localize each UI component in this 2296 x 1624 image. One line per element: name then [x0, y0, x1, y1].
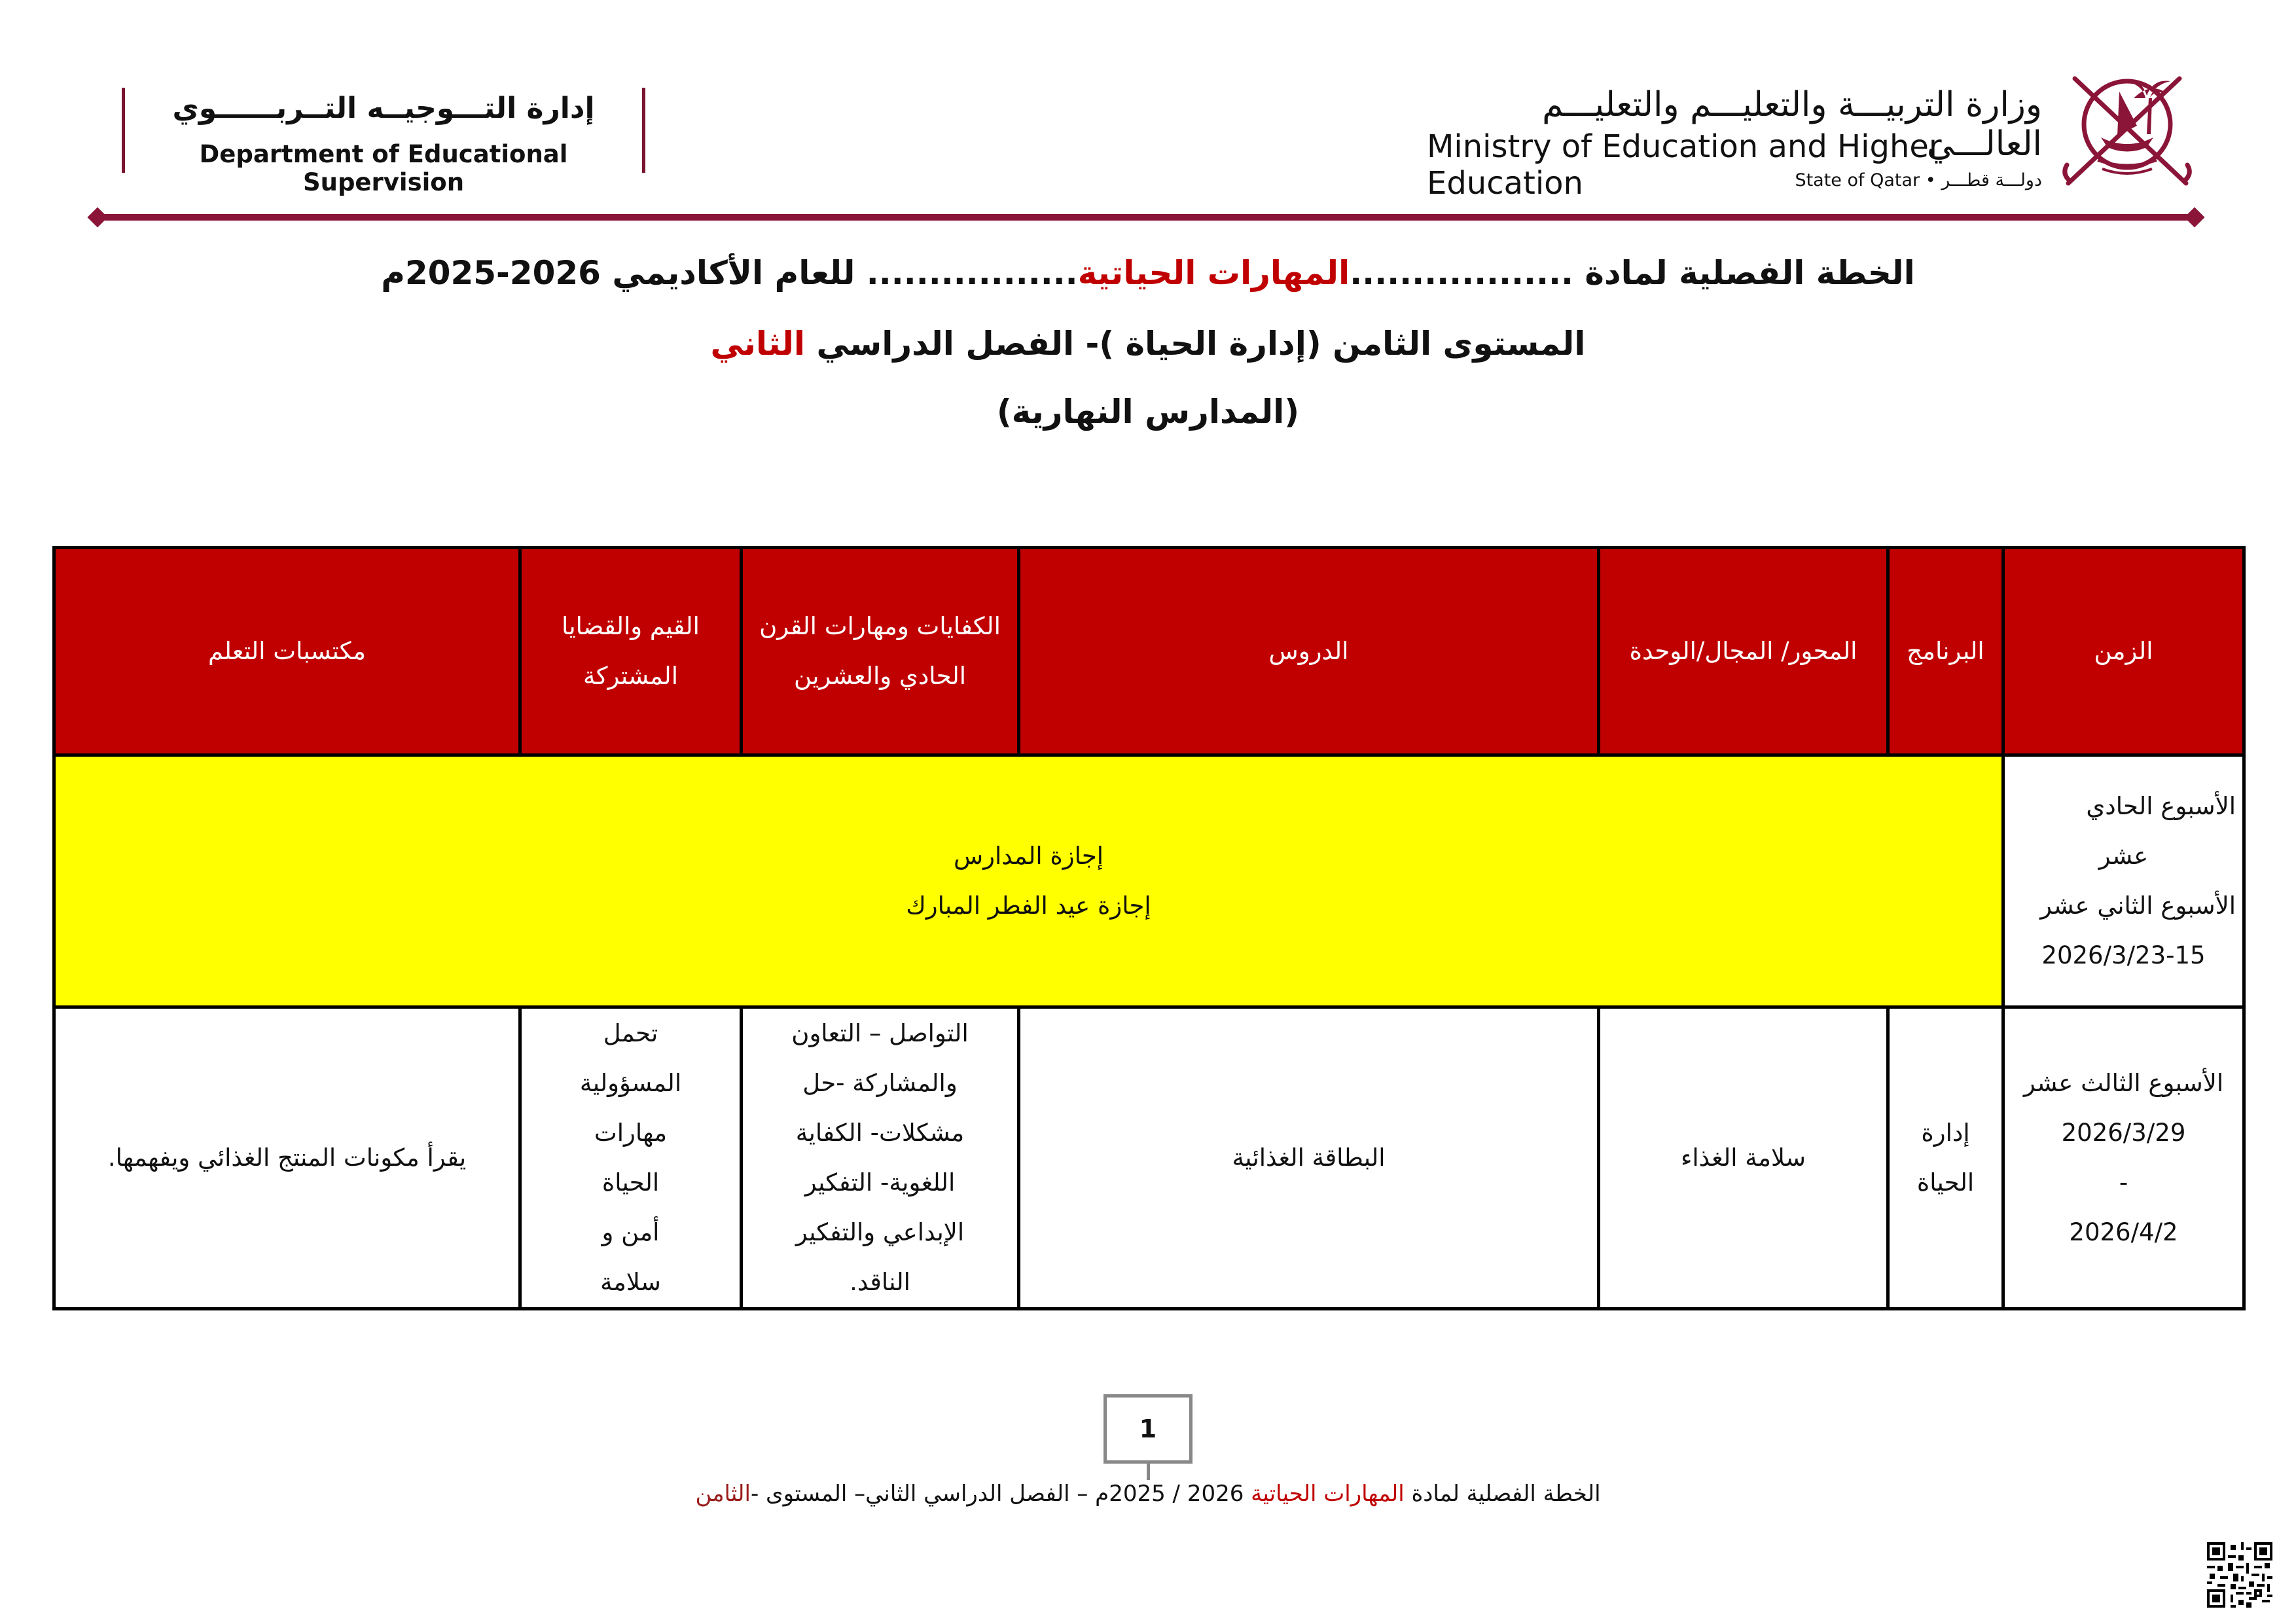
- divider-diamond-right-icon: [2184, 207, 2204, 227]
- header-values: القيم والقضايا المشتركة: [520, 548, 742, 755]
- level-term-title: [0, 325, 2296, 363]
- holiday-week-cell: [2003, 755, 2244, 1007]
- divider-bar-right: [642, 88, 645, 173]
- qr-code-icon: [2207, 1542, 2272, 1608]
- competency-line: اللغوية- التفكير: [804, 1168, 956, 1197]
- week-dates: 2026/3/23-15: [2041, 941, 2206, 969]
- value-line: تحمل: [603, 1019, 658, 1047]
- plan-title: [0, 254, 2296, 292]
- lesson-week-cell: [2003, 1007, 2244, 1309]
- value-line: أمن و: [601, 1218, 660, 1246]
- competency-line: مشكلات- الكفاية: [795, 1119, 965, 1147]
- department-name-ar: إدارة التـــوجيــه التــربــــــوي: [172, 92, 595, 125]
- outcomes-cell: يقرأ مكونات المنتج الغذائي ويفهمها.: [54, 1007, 520, 1309]
- header-outcomes: مكتسبات التعلم: [54, 548, 520, 755]
- department-name-en: Department of Educational Supervision: [199, 140, 568, 196]
- value-line: المسؤولية: [579, 1069, 682, 1097]
- holiday-text: إجازة عيد الفطر المبارك: [906, 892, 1151, 920]
- department-block: [122, 88, 645, 196]
- value-line: الحياة: [601, 1168, 660, 1197]
- header-lessons: الدروس: [1019, 548, 1599, 755]
- header-unit: المحور/ المجال/الوحدة: [1599, 548, 1888, 755]
- footer-text: [0, 1481, 2296, 1507]
- program-text: إدارة: [1921, 1119, 1970, 1147]
- footer-part-b: 2026 / 2025م – الفصل الدراسي الثاني– المستوى -: [750, 1481, 1244, 1507]
- holiday-cell: [54, 755, 2003, 1007]
- competency-line: الإبداعي والتفكير: [795, 1218, 965, 1246]
- term-name: الثاني: [710, 325, 806, 363]
- week-label: عشر: [2098, 842, 2149, 870]
- date-from: 2026/3/29: [2061, 1119, 2186, 1147]
- divider-diamond-left-icon: [87, 207, 107, 227]
- subject-name: المهارات الحياتية: [1077, 254, 1350, 292]
- value-line: مهارات: [594, 1119, 668, 1147]
- title-part-b: ................. للعام الأكاديمي 2026-2025م: [381, 254, 1078, 292]
- header-competencies: الكفايات ومهارات القرن الحادي والعشرين: [742, 548, 1019, 755]
- qatar-emblem-icon: [2055, 52, 2199, 196]
- title-part-a: الخطة الفصلية لمادة ..................: [1350, 254, 1915, 292]
- level-text: المستوى الثامن (إدارة الحياة )- الفصل الدراسي: [816, 325, 1586, 363]
- competency-line: الناقد.: [850, 1268, 910, 1296]
- table-row: [54, 755, 2244, 1007]
- state-label: State of Qatar • دولـــة قطـــر: [1795, 170, 2042, 190]
- competency-line: والمشاركة -حل: [802, 1069, 958, 1097]
- holiday-text: إجازة المدارس: [953, 842, 1104, 870]
- page-number: 1: [1103, 1394, 1193, 1464]
- program-cell: [1888, 1007, 2003, 1309]
- ministry-name-en: Ministry of Education and Higher Education: [1427, 128, 1942, 202]
- divider-bar-left: [122, 88, 125, 173]
- date-separator: -: [2119, 1168, 2128, 1197]
- values-cell: [520, 1007, 742, 1309]
- page-number-stem: [1147, 1460, 1150, 1480]
- footer-part-a: الخطة الفصلية لمادة: [1411, 1481, 1601, 1507]
- semester-plan-table: [52, 546, 2246, 1310]
- week-label: الأسبوع الحادي: [2086, 792, 2236, 820]
- header-divider: [98, 214, 2193, 221]
- ministry-block: [1427, 85, 2049, 202]
- header-program: البرنامج: [1888, 548, 2003, 755]
- lesson-cell: البطاقة الغذائية: [1019, 1007, 1599, 1309]
- competency-line: التواصل – التعاون: [791, 1019, 969, 1047]
- value-line: سلامة: [600, 1268, 661, 1296]
- unit-cell: سلامة الغذاء: [1599, 1007, 1888, 1309]
- header-time: الزمن: [2003, 548, 2244, 755]
- competencies-cell: [742, 1007, 1019, 1309]
- date-to: 2026/4/2: [2069, 1218, 2178, 1246]
- footer-subject: المهارات الحياتية: [1251, 1481, 1405, 1507]
- footer-level: الثامن: [695, 1481, 751, 1507]
- table-row: [54, 1007, 2244, 1309]
- ministry-name-ar: وزارة التربيـــة والتعليـــم والتعليـــم العالـــي: [1542, 85, 2042, 164]
- school-type-title: (المدارس النهارية): [996, 393, 1300, 431]
- week-label: الأسبوع الثالث عشر: [2023, 1069, 2224, 1097]
- week-label: الأسبوع الثاني عشر: [2040, 892, 2236, 920]
- table-header-row: [54, 548, 2244, 755]
- program-text: الحياة: [1916, 1168, 1975, 1197]
